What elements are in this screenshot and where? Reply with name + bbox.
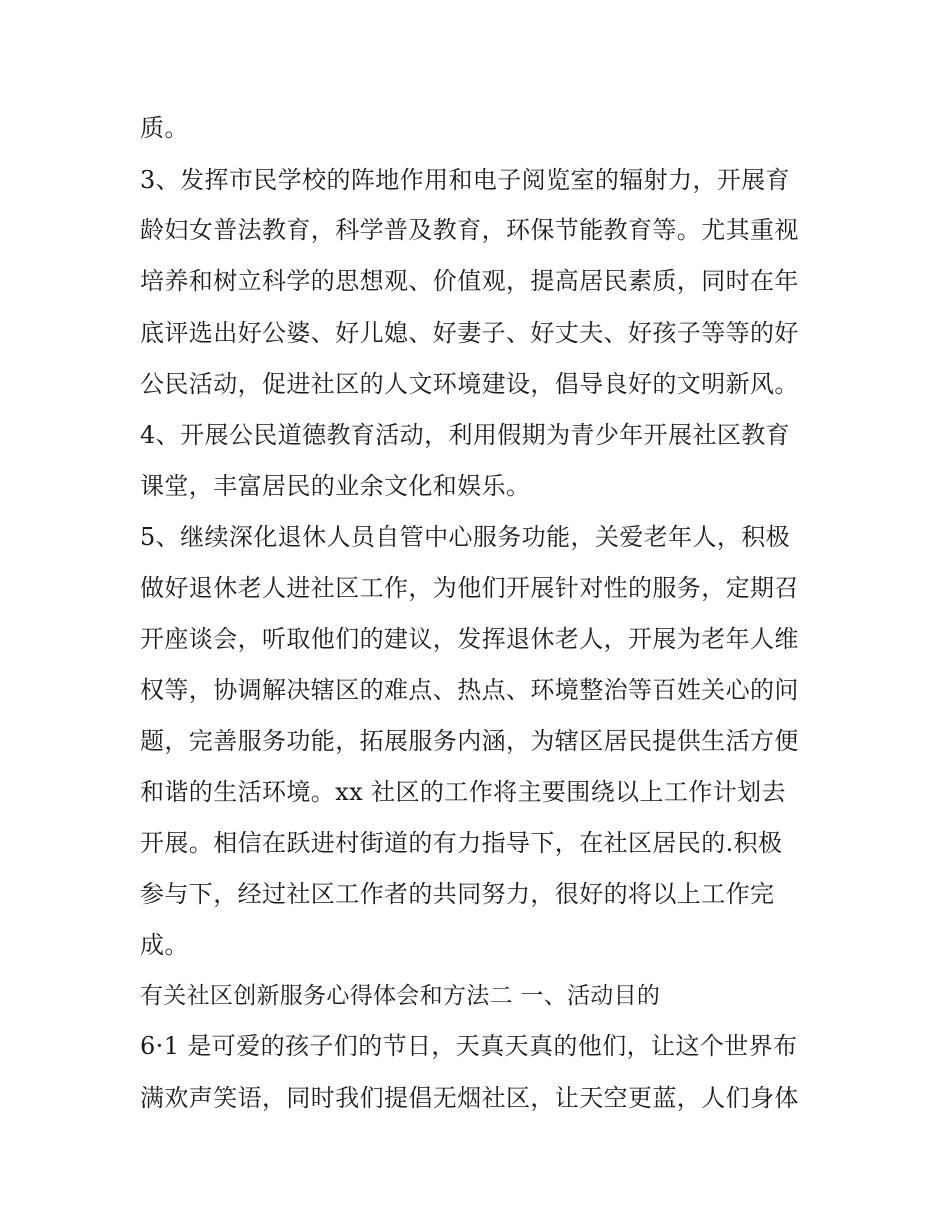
text-line: 成。 <box>140 931 189 959</box>
section-heading: 有关社区创新服务心得体会和方法二 一、活动目的 <box>140 983 661 1009</box>
text-line: 5、继续深化退休人员自管中心服务功能，关爱老年人，积极 <box>140 523 791 551</box>
text-line: 培养和树立科学的思想观、价值观，提高居民素质，同时在年 <box>140 267 799 295</box>
text-line: 参与下，经过社区工作者的共同努力，很好的将以上工作完 <box>140 880 775 908</box>
text-line: 4、开展公民道德教育活动，利用假期为青少年开展社区教育 <box>140 421 791 449</box>
text-line: 和谐的生活环境。xx 社区的工作将主要围绕以上工作计划去 <box>140 778 786 806</box>
text-line: 6·1 是可爱的孩子们的节日，天真天真的他们，让这个世界布 <box>140 1032 798 1060</box>
text-line: 开展。相信在跃进村街道的有力指导下，在社区居民的.积极 <box>140 829 783 857</box>
text-line: 做好退休老人进社区工作，为他们开展针对性的服务，定期召 <box>140 574 799 602</box>
text-line: 题，完善服务功能，拓展服务内涵，为辖区居民提供生活方便 <box>140 727 799 755</box>
text-line: 公民活动，促进社区的人文环境建设，倡导良好的文明新风。 <box>140 370 799 398</box>
text-line: 满欢声笑语，同时我们提倡无烟社区，让天空更蓝，人们身体 <box>140 1084 799 1112</box>
text-line: 权等，协调解决辖区的难点、热点、环境整治等百姓关心的问 <box>140 676 799 704</box>
text-line: 课堂，丰富居民的业余文化和娱乐。 <box>140 472 531 500</box>
text-line: 3、发挥市民学校的阵地作用和电子阅览室的辐射力，开展育 <box>140 166 791 194</box>
text-line: 开座谈会，听取他们的建议，发挥退休老人，开展为老年人维 <box>140 625 799 653</box>
text-line: 龄妇女普法教育，科学普及教育，环保节能教育等。尤其重视 <box>140 216 799 244</box>
text-line: 质。 <box>140 114 189 142</box>
text-line: 底评选出好公婆、好儿媳、好妻子、好丈夫、好孩子等等的好 <box>140 319 799 347</box>
